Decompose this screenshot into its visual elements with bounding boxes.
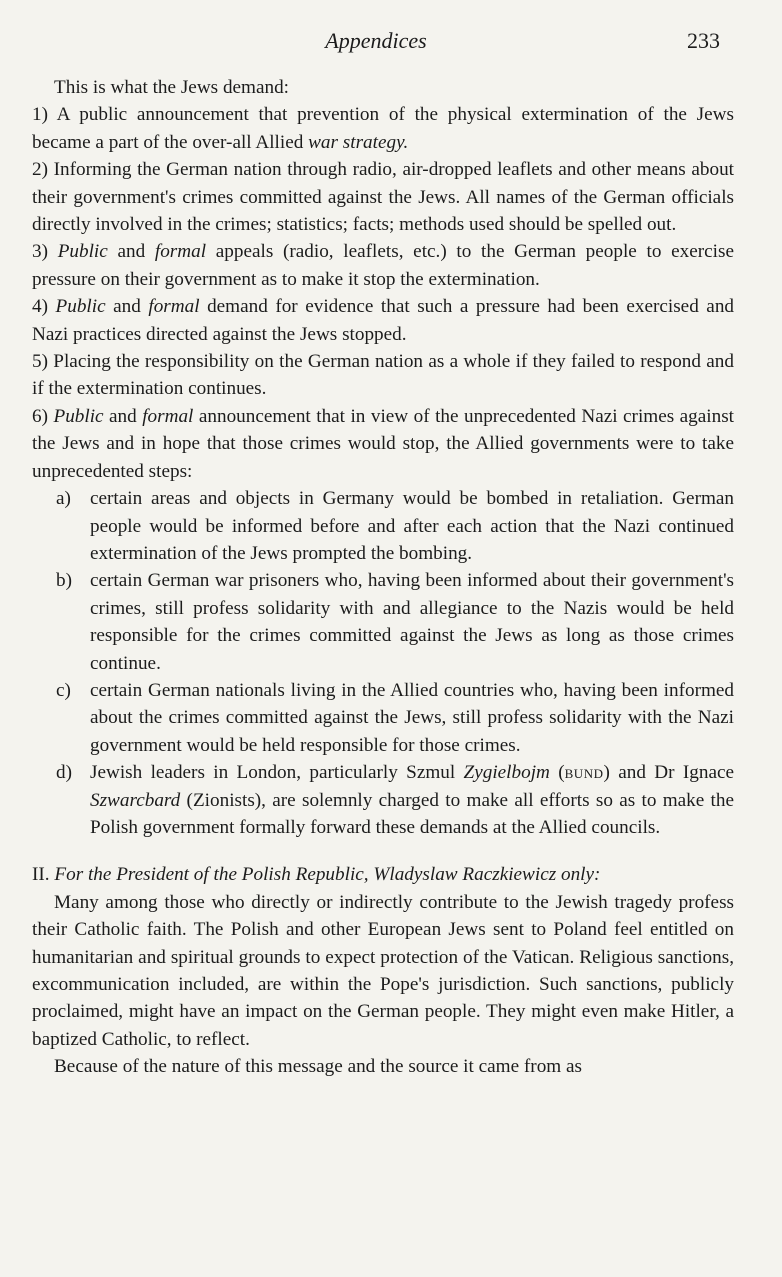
- demand-text: Informing the German nation through radio, air-dropped leaflets and other means about their government's crimes committed against the Jews. All names of the German officials directly involved in the crimes; statistics; facts; methods used should be spelled out.: [32, 159, 734, 236]
- body-text: [32, 74, 734, 1081]
- demand-2: [32, 156, 734, 238]
- section-2-paragraph-2: Because of the nature of this message and the source it came from as: [54, 1056, 582, 1078]
- step-text: certain German nationals living in the Allied countries who, having been informed about the crimes committed against the Jews, still profess solidarity with the Nazi government would be held responsible for those crimes.: [90, 679, 734, 756]
- demand-emphasis: formal: [148, 296, 200, 318]
- step-label: a): [56, 488, 71, 510]
- demand-text: appeals (radio, leaflets, etc.) to the German people to exercise pressure on their government as to make it stop the extermination.: [32, 241, 734, 290]
- person-name: Zygielbojm: [463, 762, 550, 784]
- step-text: ) and Dr Ignace: [603, 762, 735, 784]
- section-numeral: II.: [32, 864, 50, 886]
- demand-label: 6): [32, 405, 48, 427]
- demand-label: 3): [32, 241, 48, 263]
- page-number: 233: [687, 28, 720, 53]
- demand-emphasis: Public: [53, 405, 104, 427]
- step-text: certain areas and objects in Germany would be bombed in retaliation. German people would be informed before and after each action that the Nazi continued extermination of the Jews prompted the bombing.: [90, 488, 734, 564]
- demand-connector: and: [103, 405, 143, 427]
- demand-emphasis: Public: [57, 241, 108, 263]
- demand-label: 4): [32, 296, 48, 318]
- intro-line: This is what the Jews demand:: [54, 77, 290, 98]
- demand-text: announcement that in view of the unprecedented Nazi crimes against the Jews and in hope that those crimes would stop, the Allied governments were to take unprecedented steps:: [32, 405, 734, 482]
- demand-connector: and: [107, 241, 155, 263]
- step-label: d): [56, 762, 72, 784]
- demand-connector: and: [105, 296, 149, 318]
- demand-3: [32, 238, 734, 293]
- demand-emphasis: formal: [154, 241, 207, 263]
- demand-label: 1): [32, 104, 48, 126]
- section-gap: [32, 841, 734, 861]
- demand-emphasis: war strategy.: [308, 131, 409, 153]
- step-c: [56, 677, 734, 759]
- step-b: [56, 567, 734, 677]
- organization-name: bund: [564, 762, 604, 784]
- step-text: certain German war prisoners who, having been informed about their government's crimes, still profess solidarity with and allegiance to the Nazis would be held responsible for the crimes committed against the Jews as long as those crimes continue.: [90, 570, 734, 674]
- step-a: [56, 485, 734, 567]
- demand-label: 5): [32, 351, 48, 373]
- demand-text: demand for evidence that such a pressure had been exercised and Nazi practices directed against the Jews stopped.: [32, 296, 735, 345]
- step-text: Jewish leaders in London, particularly Szmul: [90, 762, 464, 784]
- demand-emphasis: Public: [55, 296, 106, 318]
- person-name: Szwarcbard: [90, 789, 181, 811]
- demand-6: [32, 403, 734, 485]
- section-2-heading: [32, 861, 734, 888]
- demand-text: Placing the responsibility on the German nation as a whole if they failed to respond and if the extermination continues.: [32, 351, 734, 400]
- page-header: [0, 28, 782, 62]
- demand-emphasis: formal: [142, 405, 194, 427]
- demand-label: 2): [32, 159, 48, 181]
- steps-list: [32, 485, 734, 841]
- step-text: (Zionists), are solemnly charged to make all efforts so as to make the Polish government formally forward these demands at the Allied councils.: [90, 789, 734, 838]
- step-d: [56, 759, 735, 841]
- step-label: c): [56, 679, 71, 701]
- demand-4: [32, 293, 734, 348]
- demand-text: A public announcement that prevention of the physical extermination of the Jews became a part of the over-all Allied: [32, 104, 734, 153]
- section-2-paragraph-1: Many among those who directly or indirectly contribute to the Jewish tragedy profess their Catholic faith. The Polish and other European Jews sent to Poland feel entitled on humanitarian and spiritual grounds to expect protection of the Vatican. Religious sanctions, excommunication included, are within the Pope's jurisdiction. Such sanctions, publicly proclaimed, might have an impact on the German people. They might even make Hitler, a baptized Catholic, to reflect.: [32, 891, 734, 1050]
- step-text: (: [549, 762, 565, 784]
- running-title: Appendices: [325, 28, 427, 53]
- demand-1: [32, 101, 734, 156]
- section-heading: For the President of the Polish Republic, Wladyslaw Raczkiewicz only:: [54, 864, 601, 886]
- step-label: b): [56, 570, 72, 592]
- demand-5: [32, 348, 734, 403]
